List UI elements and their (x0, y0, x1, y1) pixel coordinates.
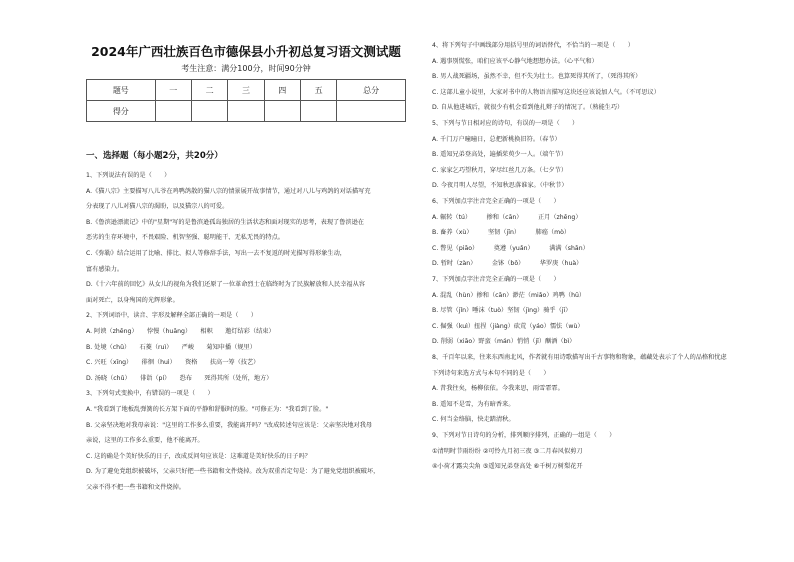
left-question-line: 恶劣的生存环境中，不畏艰险、机智坚强、聪明能干、无私无畏的特点。 (86, 234, 284, 242)
right-question-line: A. 昔我往矣，杨柳依依。今我来思，雨雪霏霏。 (432, 385, 564, 393)
left-question-line: A.《猫八宗》主要描写八儿爷在鸡鸭鸽散的猫八宗的情景展开故事情节，通过对八儿与鸡鸽的对话描写充 (86, 187, 371, 195)
right-question-line: 4、将下列句子中画线部分用括号里的词语替代，不恰当的一项是（ ） (432, 42, 634, 49)
left-question-line: C.《弥勒》结合运用了比喻、排比、拟人等修辞手法，写出一去不复返的时光描写得形象生动， (86, 250, 346, 257)
score-row-label: 得分 (87, 101, 156, 122)
score-header-cell: 四 (264, 80, 300, 101)
right-question-line: C. 瞥见（piāo） 奠遵（yuǎn） 满满（shān） (432, 244, 589, 252)
score-cell[interactable] (155, 101, 191, 122)
left-question-line: B. 父亲坚决地对我母亲说："这里的工作多么重要，我能离开吗？"改成转述句应该是：父亲坚决地对我母 (86, 421, 373, 429)
left-question-line: 1、下列说法有误的是（ ） (86, 172, 171, 179)
left-question-line: 父亲不得不把一些书籍和文件烧掉。 (86, 484, 185, 491)
left-question-line: C. 兴旺（xīng） 徘徊（huì） 资格 扶高一筹（技艺） (86, 359, 260, 367)
score-header-cell: 三 (228, 80, 264, 101)
score-value-row (87, 101, 406, 122)
score-header-cell: 总分 (337, 80, 406, 101)
score-header-cell: 五 (300, 80, 336, 101)
right-question-line: B. 尽管（jǐn）唾沫（tuò）坚韧（jìng）骑乎（jī） (432, 307, 572, 315)
score-header-cell: 二 (191, 80, 227, 101)
left-question-line: B.《鲁滨逊漂流记》中的"星期"写的是鲁滨逊孤岛独居的生活状态和面对现实的思考，表现了鲁滨逊在 (86, 218, 364, 226)
right-question-line: C. 倔强（kuì）扭捏（jiàng）砍荒（yáo）懦怯（wù） (432, 322, 584, 330)
right-question-line: B. 畜养（xù） 坚韧（jīn） 肺癌（mò） (432, 229, 571, 237)
score-cell[interactable] (228, 101, 264, 122)
left-question-line: 富有感染力。 (86, 265, 124, 273)
right-question-line: B. 遥知兄弟登高处，遍插茱萸少一人。（端午节） (432, 151, 568, 159)
left-question-line: C. 这的确是个美好快乐的日子，改成反问句应该是：这难道是美好快乐的日子吗？ (86, 452, 311, 460)
right-question-line: 下列诗句来选方式与本句不同的是（ ） (432, 369, 550, 377)
right-question-line: A. 辗转（tú） 掺和（cān） 正月（zhēng） (432, 213, 582, 221)
right-question-line: D. 暂时（zàn） 金钵（bō） 华罗庚（huà） (432, 260, 583, 268)
left-question-line: 2、下列词语中，读音、字形及解释全部正确的一项是（ ） (86, 312, 257, 320)
right-question-line: D. 今夜月明人尽望，不知秋思落谁家。（中秋节） (432, 182, 568, 190)
left-question-line: D. 为了避免党组织被破坏，父亲只好把一些书籍和文件烧掉。改为双重否定句是：为了避免党组织被破坏， (86, 468, 380, 476)
page-title: 2024年广西壮族百色市德保县小升初总复习语文测试题 (91, 44, 401, 59)
right-question-line: 6、下列加点字注音完全正确的一项是（ ） (432, 198, 560, 205)
left-question-line: A. "我看到了地板乱弹簧的长方架下面的平静和舒服时的脸。"可修正为："我看到了脸。" (86, 406, 329, 413)
right-question-line: D. 削弱（xiāo）野蛮（mán）悄悄（jī）酗酒（bì） (432, 338, 576, 346)
left-question-line: D.《十六年前的回忆》从女儿的视角为我们还原了一位革命烈士在临终时为了民族解放和人民幸福从容 (86, 281, 365, 289)
right-question-line: D. 自从他进城后，就很少有机会看到他扎辫子的情况了。（熟能生巧） (432, 104, 624, 112)
right-question-line: ①清明时节雨纷纷 ②可怜九月初三夜 ③二月春风似剪刀 (432, 447, 583, 455)
left-question-line: 面对死亡，以身殉国的光辉形象。 (86, 296, 179, 304)
right-question-line: B. 男人战死疆场，虽然不幸，但不失为壮士。也算死得其所了，（死得其所） (432, 73, 642, 81)
score-cell[interactable] (264, 101, 300, 122)
score-header-cell: 一 (155, 80, 191, 101)
score-header-cell: 题号 (87, 80, 156, 101)
score-header-row (87, 80, 406, 101)
left-question-line: D. 汤晓（chǔ） 俳诣（pí） 恐布 死得其所（处所，地方） (86, 374, 273, 382)
exam-notice: 考生注意：满分100分，时间90分钟 (181, 64, 311, 73)
section-heading: 一、选择题（每小题2分，共20分） (86, 151, 223, 161)
left-question-line: 亲说，这里的工作多么重要，他不能离开。 (86, 437, 204, 445)
score-cell[interactable] (337, 101, 406, 122)
score-table (86, 79, 406, 122)
left-question-line: A. 阿谀（zhēng） 悖慢（huāng） 相帜 邀灯结彩（结束） (86, 328, 275, 335)
right-question-line: 7、下列加点字注音完全正确的一项是（ ） (432, 276, 560, 283)
right-question-line: ④小荷才露尖尖角 ⑤遥知兄弟登高处 ⑥千树万树梨花开 (432, 463, 583, 471)
right-question-line: A. 遇事别慌张，咱们应该平心静气地想想办法。（心平气和） (432, 57, 598, 65)
score-cell[interactable] (191, 101, 227, 122)
left-question-line: 3、下列句式变换中，有错误的一项是（ ） (86, 390, 214, 398)
right-question-line: A. 千门万户曈曈日，总把新桃换旧符。（春节） (432, 135, 561, 143)
right-question-line: 8、千百年以来，往来东西南北风，作者就有用诗歌描写出千古事物和物象，蕴藏处表示了个人的品格和忧虑 (432, 354, 727, 361)
left-question-line: 分表现了八儿对猫八宗的渴盼，以及猫宗八的可爱。 (86, 203, 229, 211)
score-cell[interactable] (300, 101, 336, 122)
right-question-line: A. 混乱（hùn）掺和（cān）渺茫（miǎo）鸡鸭（hū） (432, 291, 586, 299)
right-question-line: 5、下列与节日相对应的诗句，有误的一项是（ ） (432, 120, 579, 127)
right-question-line: C. 这部儿童小说里，大家对书中的人物语言描写这块还应该说加人气。（不可思议） (432, 88, 660, 96)
right-question-line: C. 何当金络脑，快走踏清秋。 (432, 416, 515, 424)
right-question-line: B. 遥知不是雪，为有暗香来。 (432, 400, 515, 408)
right-question-line: 9、下列对节日诗句的分析，排列顺序排列，正确的一组是（ ） (432, 432, 616, 439)
left-question-line: B. 处境（chǔ） 石菱（ruì） 严峻 菊知申播（规里） (86, 343, 256, 351)
right-question-line: C. 家家乞巧望秋月，穿尽红丝几万条。（七夕节） (432, 166, 568, 174)
